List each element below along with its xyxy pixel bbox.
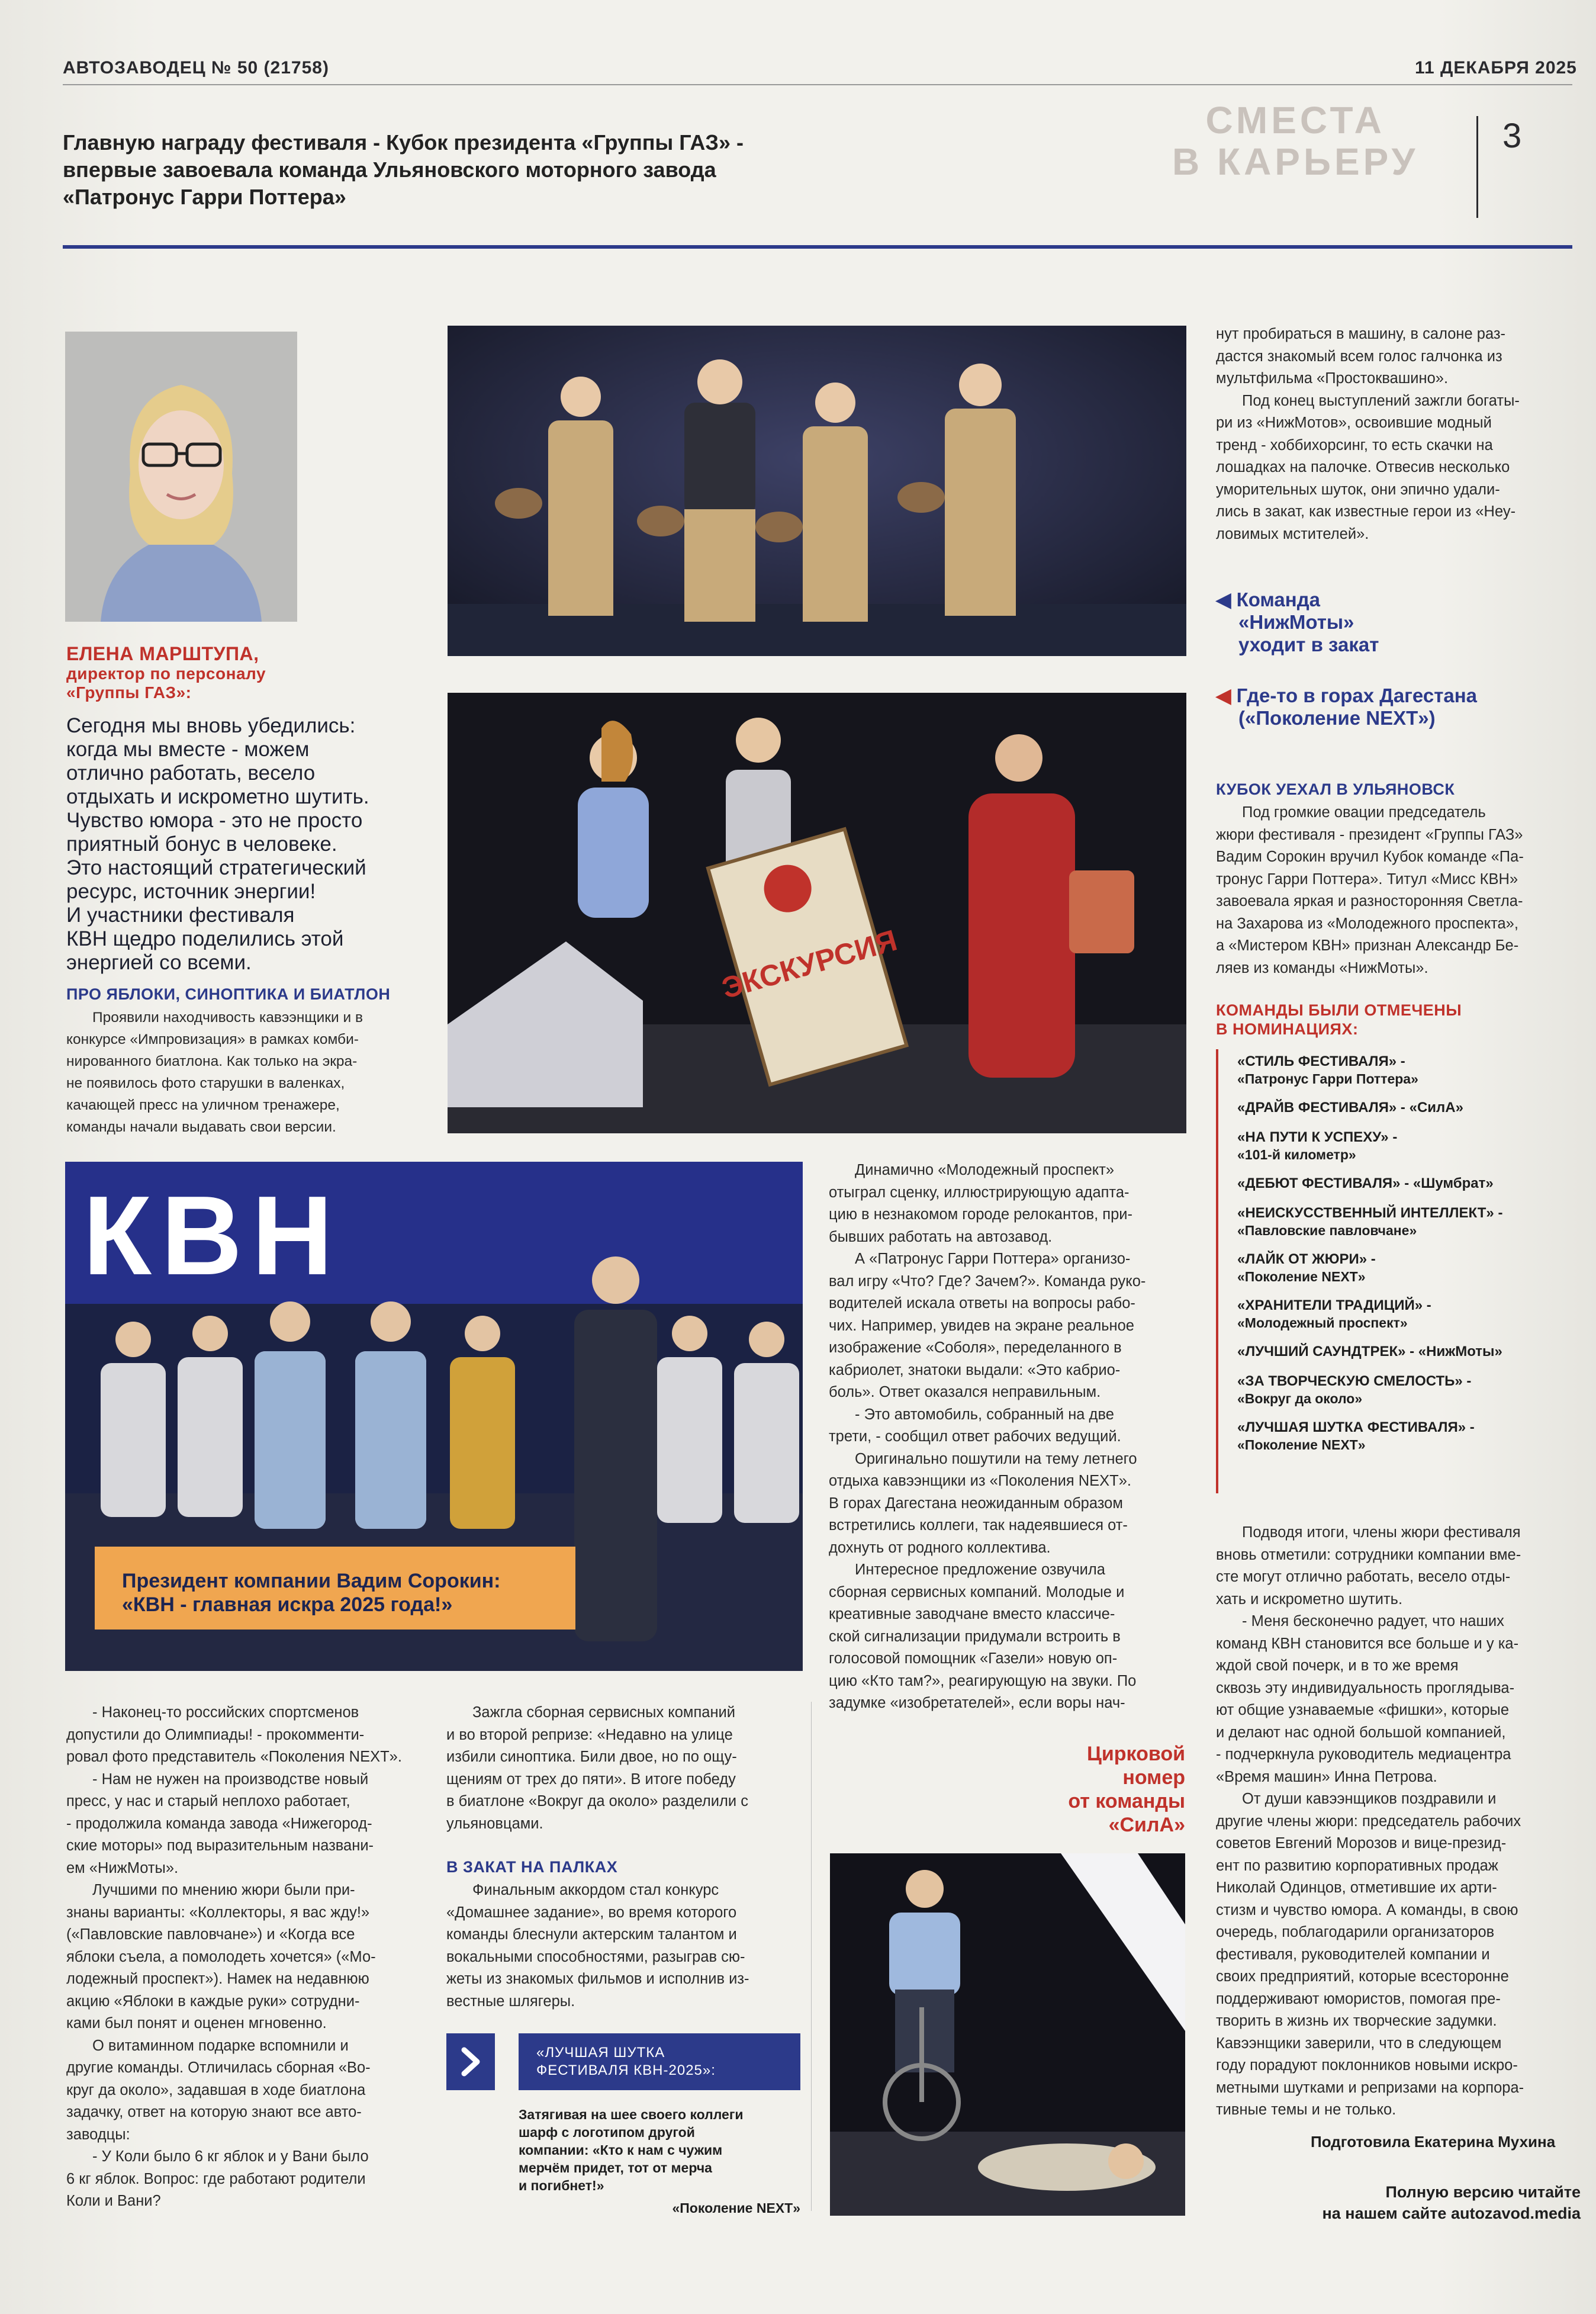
- ghost-heading: СМЕСТА В КАРЬЕРУ: [1172, 99, 1419, 183]
- page-number-divider: [1476, 116, 1478, 218]
- nomination-item: «ЛУЧШАЯ ШУТКА ФЕСТИВАЛЯ» - «Поколение NEXT»: [1237, 1419, 1475, 1452]
- nomination-item: «ЗА ТВОРЧЕСКУЮ СМЕЛОСТЬ» - «Вокруг да около»: [1237, 1373, 1472, 1406]
- speaker-name: ЕЛЕНА МАРШТУПА,: [66, 643, 259, 664]
- photo-dagestan-scene: [448, 693, 1186, 1133]
- caption-nizhmoty: ◀ Команда «НижМоты» уходит в закат: [1216, 589, 1379, 655]
- bottom-middle-text-2: Финальным аккордом стал конкурс «Домашнее задание», во время которого команды блеснули актерским талантом и вокальными способностями, разыграв сю- жеты из знакомых фильмов и исполнив из- вестные шлягеры.: [446, 1882, 749, 2010]
- nomination-item: «НЕИСКУССТВЕННЫЙ ИНТЕЛЛЕКТ» - «Павловские павловчане»: [1237, 1205, 1503, 1238]
- issue-date: 11 ДЕКАБРЯ 2025: [1415, 58, 1577, 78]
- nomination-item: «ДЕБЮТ ФЕСТИВАЛЯ» - «Шумбрат»: [1237, 1175, 1494, 1191]
- nomination-item: «СТИЛЬ ФЕСТИВАЛЯ» - «Патронус Гарри Поттера»: [1237, 1053, 1418, 1087]
- article-deck: Главную награду фестиваля - Кубок президента «Группы ГАЗ» - впервые завоевала команда Ульяновского моторного завода «Патронус Гарри Поттера»: [63, 130, 744, 209]
- speaker-role-1: директор по персоналу: [66, 664, 266, 683]
- website-footer: Полную версию читайте на нашем сайте autozavod.media: [1322, 2183, 1581, 2222]
- caption-dagestan: ◀ Где-то в горах Дагестана («Поколение NEXT»): [1216, 684, 1477, 729]
- caption-circus: Цирковой номер от команды «СилА»: [1068, 1743, 1185, 1836]
- nomination-item: «ЛУЧШИЙ САУНДТРЕК» - «НижМоты»: [1237, 1344, 1502, 1360]
- president-quote-caption: Президент компании Вадим Сорокин: «КВН - главная искра 2025 года!»: [122, 1570, 501, 1616]
- best-joke-team: «Поколение NEXT»: [672, 2200, 800, 2216]
- poster-text: ЭКСКУРСИЯ: [718, 923, 901, 1005]
- right-column-text-top: нут пробираться в машину, в салоне раз- дастся знакомый всем голос галчонка из мультфильма «Простоквашино». Под конец выступлений зажгли богаты- ри из «НижМотов», освоившие модный тренд - хоббихорсинг, то есть скачки на лошадках на палочке. Отвесив несколько уморительных шуток, они эпично удали- лись в закат, как известные герои из «Неу- ловимых мстителей».: [1216, 326, 1520, 542]
- best-joke-label: «ЛУЧШАЯ ШУТКА ФЕСТИВАЛЯ КВН-2025»:: [536, 2045, 716, 2078]
- section-apples-text: Проявили находчивость кавээнщики и в конкурсе «Импровизация» в рамках комби- нированного биатлона. Как только на экра- не появилось фото старушки в валенках, качающей пресс на уличном тренажере, команды начали выдавать свои версии.: [66, 1010, 363, 1135]
- column-rule: [811, 1702, 812, 2211]
- page-number: 3: [1502, 117, 1522, 155]
- summary-text: Подводя итоги, члены жюри фестиваля вновь отметили: сотрудники компании вме- сте могут отлично работать, весело отды- хать и искрометно шутить. - Меня бесконечно радует, что наших команд КВН становится все больше и у ка- ждой свой почерк, и в то же время сквозь эту индивидуальность проглядыва- ют общие узнаваемые «фишки», которые и делают нас одной большой компанией, - подчеркнула руководитель медиацентра «Время машин» Инна Петрова. От души кавээнщиков поздравили и другие члены жюри: председатель рабочих советов Евгений Морозов и вице-презид- ент по развитию корпоративных продаж Николай Одинцов, отметившие их арти- стизм и чувство юмора. А команды, в свою очередь, поблагодарили организаторов фестиваля, руководителей компании и своих предприятий, которые всесторонне поддерживают юмористов, помогая пре- творить в жизнь их творческие задумки. Кавээнщики заверили, что в следующем году порадуют поклонников новыми искро- метными шутками и репризами на корпора- тивные темы и не только.: [1216, 1524, 1524, 2118]
- best-joke-text: Затягивая на шее своего коллеги шарф с логотипом другой компании: «Кто к нам с чужим мерчём придет, тот от мерча и погибнет!»: [519, 2107, 744, 2193]
- nomination-item: «ХРАНИТЕЛИ ТРАДИЦИЙ» - «Молодежный проспект»: [1237, 1297, 1431, 1330]
- nomination-item: «ДРАЙВ ФЕСТИВАЛЯ» - «СилА»: [1237, 1100, 1463, 1116]
- section-heading-sunset: В ЗАКАТ НА ПАЛКАХ: [446, 1858, 618, 1876]
- deck-rule: [63, 245, 1572, 249]
- speaker-role-2: «Группы ГАЗ»:: [66, 683, 192, 702]
- author-credit: Подготовила Екатерина Мухина: [1311, 2133, 1556, 2151]
- nomination-item: «НА ПУТИ К УСПЕХУ» - «101-й километр»: [1237, 1129, 1398, 1162]
- caption-arrow-icon: ◀: [1216, 589, 1231, 610]
- best-joke-arrow-box: [446, 2033, 495, 2090]
- header-rule: [63, 84, 1572, 85]
- photo-circus-bike: [830, 1853, 1185, 2216]
- kvn-logo: КВН: [83, 1173, 343, 1299]
- bottom-middle-text: Зажгла сборная сервисных компаний и во второй репризе: «Недавно на улице избили синоптика. Били двое, но по ощу- щениям от трех до пяти». В итоге победу в биатлоне «Вокруг да около» разделили с ульяновцами.: [446, 1704, 748, 1832]
- portrait-photo: [65, 332, 297, 622]
- nominations-heading: КОМАНДЫ БЫЛИ ОТМЕЧЕНЫ В НОМИНАЦИЯХ:: [1216, 1001, 1462, 1038]
- issue-label: АВТОЗАВОДЕЦ № 50 (21758): [63, 58, 329, 78]
- section-heading-cup: КУБОК УЕХАЛ В УЛЬЯНОВСК: [1216, 780, 1455, 798]
- nomination-item: «ЛАЙК ОТ ЖЮРИ» - «Поколение NEXT»: [1237, 1251, 1376, 1284]
- photo-nizhmoty-stage: [448, 326, 1186, 656]
- speaker-quote: Сегодня мы вновь убедились: когда мы вместе - можем отлично работать, весело отдыхать и искрометно шутить. Чувство юмора - это не просто приятный бонус в человеке. Это настоящий стратегический ресурс, источник энергии! И участники фестиваля КВН щедро поделились этой энергией со всеми.: [66, 714, 369, 974]
- nominations-bar: [1216, 1049, 1218, 1493]
- section-cup-text: Под громкие овации председатель жюри фестиваля - президент «Группы ГАЗ» Вадим Сорокин вручил Кубок команде «Па- тронус Гарри Поттера». Титул «Мисс КВН» завоевала яркая и разносторонняя Светла- на Захарова из «Молодежного проспекта», а «Мистером КВН» признан Александр Бе- ляев из команды «НижМоты».: [1216, 804, 1524, 976]
- middle-column-text: Динамично «Молодежный проспект» отыграл сценку, иллюстрирующую адапта- цию в незнакомом городе релокантов, при- бывших работать на автозавод. А «Патронус Гарри Поттера» организо- вал игру «Что? Где? Зачем?». Команда руко- водителей искала ответы на вопросы рабо- чих. Например, увидев на экране реальное изображение «Соболя», переделанного в кабриолет, знатоки выдали: «Это кабрио- боль». Ответ оказался неправильным. - Это автомобиль, собранный на две трети, - сообщил ответ рабочих ведущий. Оригинально пошутили на тему летнего отдыха кавээнщики из «Поколения NEXT». В горах Дагестана неожиданным образом встретились коллеги, так надеявшиеся от- дохнуть от родного коллектива. Интересное предложение озвучила сборная сервисных компаний. Молодые и креативные заводчане вместо классиче- ской сигнализации придумали встроить в голосовой помощник «Газели» новую оп- цию «Кто там?», реагирующую на звуки. По задумке «изобретателей», если воры нач-: [829, 1162, 1146, 1711]
- chevron-right-icon: [446, 2033, 495, 2090]
- bottom-left-text: - Наконец-то российских спортсменов допустили до Олимпиады! - прокомменти- ровал фото представитель «Поколения NEXT». - Нам не нужен на производстве новый пресс, у нас и старый неплохо работает, - продолжила команда завода «Нижегород- ские моторы» под выразительным названи- ем «НижМоты». Лучшими по мнению жюри были при- знаны варианты: «Коллекторы, я вас жду!» («Павловские павловчане») и «Когда все яблоки съела, а помолодеть хочется» («Мо- лодежный проспект»). Намек на недавнюю акцию «Яблоки в каждые руки» сотрудни- ками был понят и оценен мгновенно. О витаминном подарке вспомнили и другие команды. Отличилась сборная «Во- круг да около», задавшая в ходе биатлона задачку, ответ на которую знают все авто- заводцы: - У Коли было 6 кг яблок и у Вани было 6 кг яблок. Вопрос: где работают родители Коли и Вани?: [66, 1704, 402, 2209]
- caption-arrow-icon: ◀: [1216, 684, 1231, 706]
- nominations-list: [1237, 1053, 1581, 1465]
- section-heading-apples: ПРО ЯБЛОКИ, СИНОПТИКА И БИАТЛОН: [66, 985, 391, 1003]
